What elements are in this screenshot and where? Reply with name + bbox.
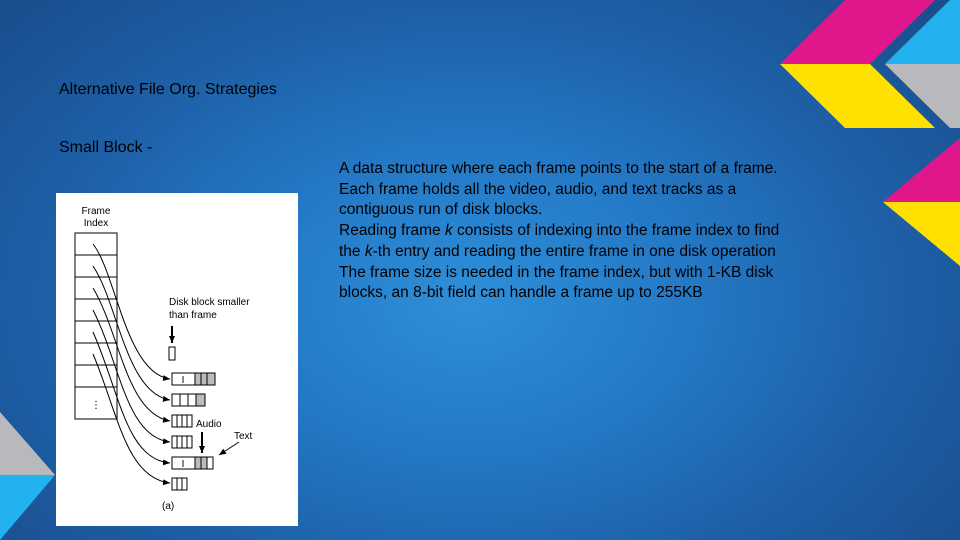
pointer-frame-2 bbox=[93, 266, 170, 400]
deco-gray-bottom-left bbox=[0, 412, 55, 475]
disk-block-label-2: than frame bbox=[169, 310, 217, 321]
text-arrow bbox=[219, 442, 239, 455]
frame-index-diagram bbox=[56, 193, 298, 526]
deco-gray-top bbox=[885, 64, 960, 128]
pointer-frame-5 bbox=[93, 332, 170, 463]
pointer-frame-4 bbox=[93, 310, 170, 442]
pointer-frame-3 bbox=[93, 288, 170, 421]
frame-index-ellipsis: ⋮ bbox=[91, 400, 101, 411]
body-line-6: The frame size is needed in the frame index, but with 1-KB disk bbox=[339, 263, 774, 281]
deco-magenta-mid bbox=[883, 138, 960, 202]
body-line-4-pre: Reading frame bbox=[339, 222, 445, 240]
body-line-5-post: -th entry and reading the entire frame in one disk operation bbox=[372, 242, 776, 260]
frame-run-2 bbox=[172, 394, 205, 406]
body-line-3: contiguous run of disk blocks. bbox=[339, 201, 543, 219]
disk-block-label-1: Disk block smaller bbox=[169, 297, 250, 308]
body-line-1: A data structure where each frame points to the start of a frame. bbox=[339, 160, 778, 177]
video-marker-1: I bbox=[181, 375, 185, 386]
body-line-5-pre: the bbox=[339, 242, 365, 260]
body-line-5-k: k bbox=[364, 242, 373, 260]
body-line-4 bbox=[339, 221, 879, 242]
deco-cyan-top bbox=[885, 0, 960, 64]
frame-index-label-2: Index bbox=[83, 218, 109, 229]
deco-cyan-bottom-left bbox=[0, 475, 55, 540]
body-line-4-k: k bbox=[444, 222, 453, 240]
video-marker-2: I bbox=[181, 459, 185, 470]
audio-label: Audio bbox=[196, 419, 222, 430]
deco-magenta-top bbox=[780, 0, 935, 64]
frame-index-label-1: Frame bbox=[81, 206, 111, 217]
frame-run-5 bbox=[172, 457, 213, 470]
body-line-4-post: consists of indexing into the frame index to find bbox=[452, 222, 780, 240]
deco-yellow-top bbox=[780, 64, 935, 128]
frame-index-table bbox=[75, 233, 117, 419]
body-line-5 bbox=[339, 242, 879, 263]
frame-run-6 bbox=[172, 478, 187, 490]
body-line-2: Each frame holds all the video, audio, and text tracks as a bbox=[339, 180, 737, 198]
slide-title: Alternative File Org. Strategies bbox=[59, 81, 277, 98]
deco-yellow-mid bbox=[883, 202, 960, 266]
slide-subtitle: Small Block - bbox=[59, 139, 153, 156]
body-line-7: blocks, an 8-bit field can handle a frame up to 255KB bbox=[339, 284, 703, 302]
frame-pointers bbox=[93, 244, 170, 483]
slide-body-text bbox=[339, 159, 879, 304]
small-disk-block bbox=[169, 347, 175, 360]
frame-run-4 bbox=[172, 436, 192, 448]
frame-run-1 bbox=[172, 373, 215, 386]
figure-caption: (a) bbox=[162, 501, 175, 512]
text-label: Text bbox=[234, 431, 253, 442]
frame-run-3 bbox=[172, 415, 192, 427]
